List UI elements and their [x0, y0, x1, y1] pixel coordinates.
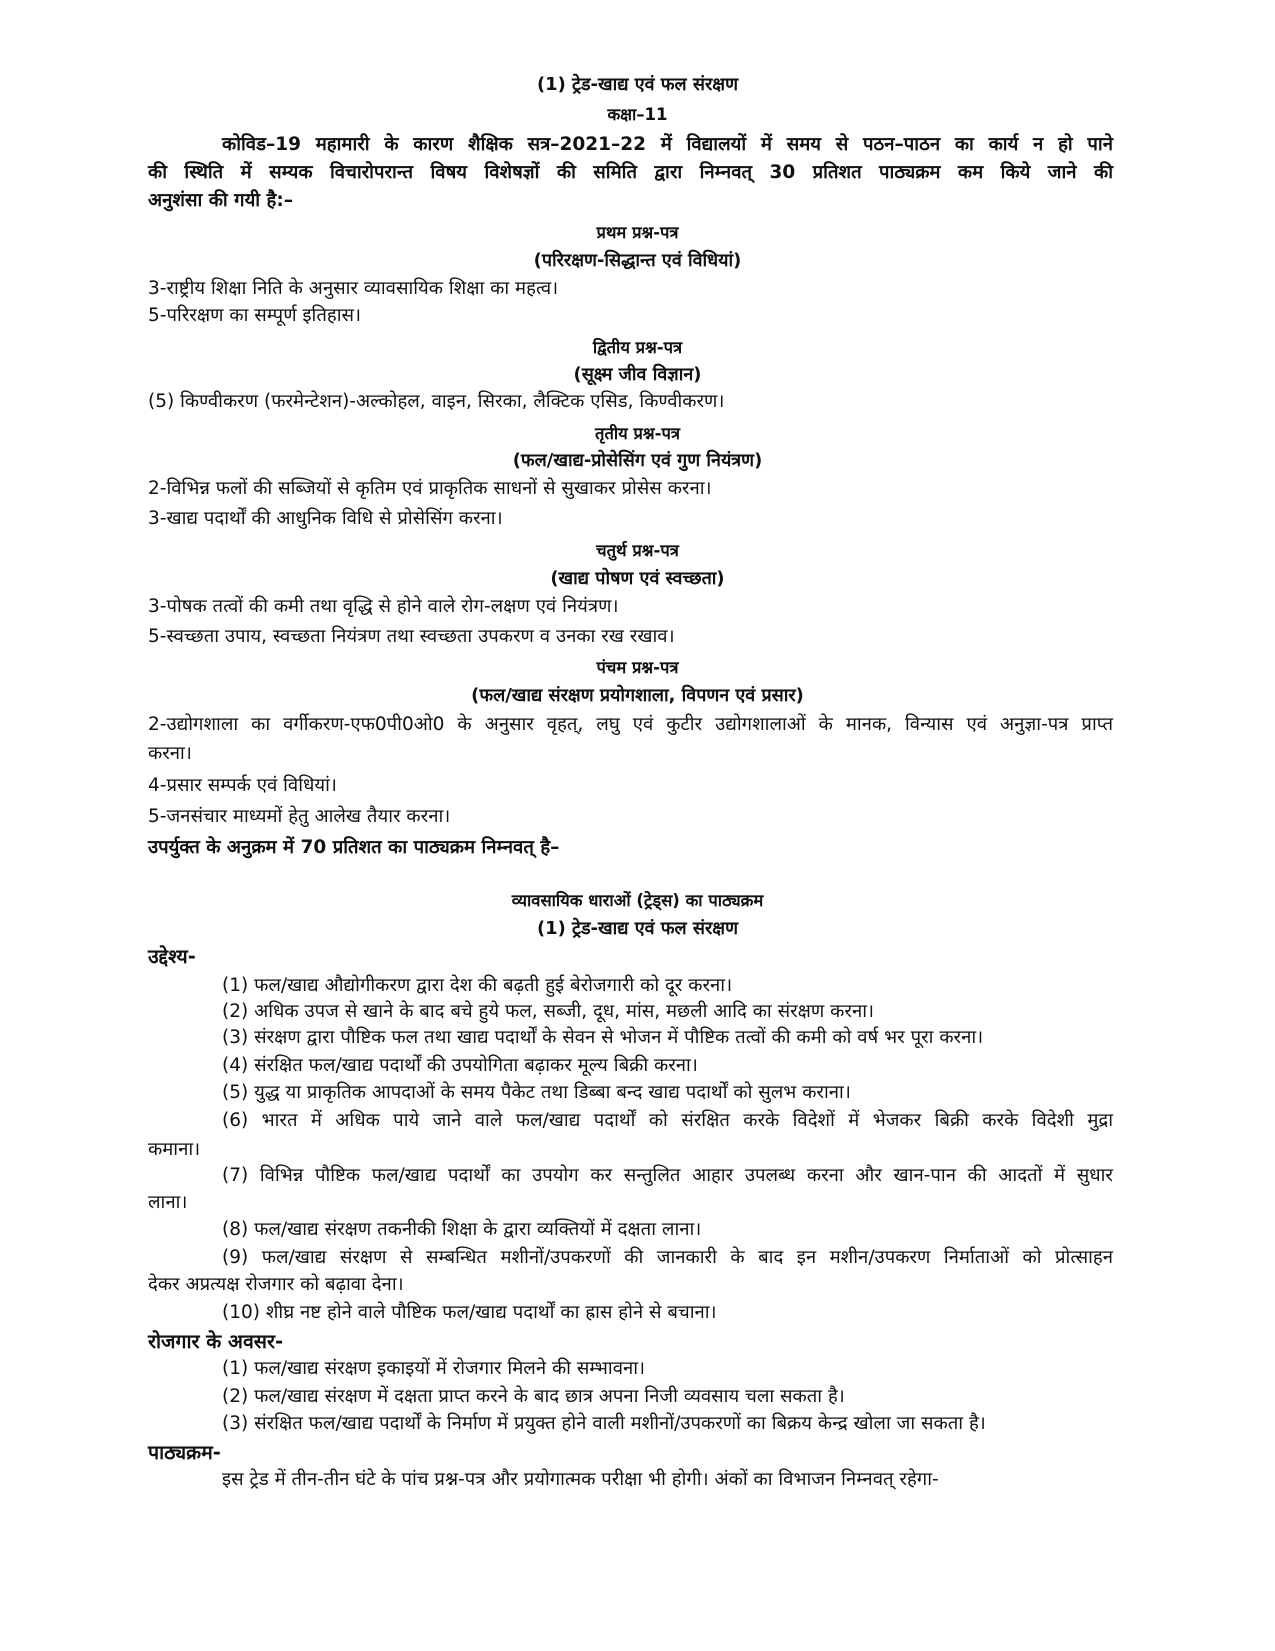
closing-note: उपर्युक्त के अनुक्रम में 70 प्रतिशत का पाठ्यक्रम निम्नवत् है– [148, 837, 560, 858]
employment-heading: रोजगार के अवसर- [148, 1330, 284, 1353]
objective-item: (8) फल/खाद्य संरक्षण तकनीकी शिक्षा के द्वारा व्यक्तियों में दक्षता लाना। [222, 1219, 702, 1240]
objective-item-cont: देकर अप्रत्यक्ष रोजगार को बढ़ावा देना। [148, 1274, 404, 1295]
objective-item: (4) संरक्षित फल/खाद्य पदार्थों की उपयोगिता बढ़ाकर मूल्य बिक्री करना। [222, 1055, 698, 1076]
paper-3-subject: (फल/खाद्य-प्रोसेसिंग एवं गुण नियंत्रण) [512, 450, 763, 471]
employment-item: (1) फल/खाद्य संरक्षण इकाइयों में रोजगार मिलने की सम्भावना। [222, 1358, 646, 1379]
paper-5-name: पंचम प्रश्न-पत्र [596, 658, 679, 677]
objective-item: (9) फल/खाद्य संरक्षण से सम्बन्धित मशीनों/उपकरणों की जानकारी के बाद इन मशीन/उपकरण निर्माताओं को प्रोत्साहन [222, 1247, 1113, 1268]
paper-2-name: द्वितीय प्रश्न-पत्र [592, 338, 683, 357]
paper-5-item: करना। [148, 743, 192, 764]
objective-item: (6) भारत में अधिक पाये जाने वाले फल/खाद्य पदार्थों को संरक्षित करके विदेशों में भेजकर बिक्री करके विदेशी मुद्रा [222, 1110, 1113, 1131]
paper-2-subject: (सूक्ष्म जीव विज्ञान) [573, 364, 702, 385]
intro-line-3: अनुशंसा की गयी है:– [148, 190, 294, 211]
paper-1-subject: (परिरक्षण-सिद्धान्त एवं विधियां) [533, 250, 742, 271]
employment-item: (3) संरक्षित फल/खाद्य पदार्थों के निर्माण में प्रयुक्त होने वाली मशीनों/उपकरणों का बिक्रय केन्द्र खोला जा सकता है। [222, 1413, 986, 1434]
paper-5-item: 2-उद्योगशाला का वर्गीकरण-एफ0पी0ओ0 के अनुसार वृहत्, लघु एवं कुटीर उद्योगशालाओं के मानक, विन्यास एवं अनुज्ञा-पत्र प्राप्त [148, 714, 1113, 735]
paper-5-item: 4-प्रसार सम्पर्क एवं विधियां। [148, 775, 337, 796]
document-title: (1) ट्रेड-खाद्य एवं फल संरक्षण [536, 74, 739, 95]
intro-line-1: कोविड–19 महामारी के कारण शैक्षिक सत्र–2021–22 में विद्यालयों में समय से पठन–पाठन का कार्य न हो पाने [222, 134, 1113, 155]
paper-3-item: 3-खाद्य पदार्थों की आधुनिक विधि से प्रोसेसिंग करना। [148, 508, 503, 529]
paper-1-item: 5-परिरक्षण का सम्पूर्ण इतिहास। [148, 305, 362, 326]
objective-item: (1) फल/खाद्य औद्योगीकरण द्वारा देश की बढ़ती हुई बेरोजगारी को दूर करना। [222, 975, 733, 996]
objective-item-cont: लाना। [148, 1192, 188, 1213]
syllabus-title: व्यावसायिक धाराओं (ट्रेड्स) का पाठ्यक्रम [511, 891, 764, 910]
paper-4-item: 3-पोषक तत्वों की कमी तथा वृद्धि से होने वाले रोग-लक्षण एवं नियंत्रण। [148, 596, 619, 617]
objective-item: (5) युद्ध या प्राकृतिक आपदाओं के समय पैकेट तथा डिब्बा बन्द खाद्य पदार्थों को सुलभ कराना। [222, 1082, 851, 1103]
objective-item: (7) विभिन्न पौष्टिक फल/खाद्य पदार्थों का उपयोग कर सन्तुलित आहार उपलब्ध करना और खान-पान की आदतों में सुधार [222, 1165, 1113, 1186]
syllabus-text: इस ट्रेड में तीन-तीन घंटे के पांच प्रश्न-पत्र और प्रयोगात्मक परीक्षा भी होगी। अंकों का विभाजन निम्नवत् रहेगा- [222, 1469, 939, 1490]
objective-item-cont: कमाना। [148, 1139, 201, 1160]
class-label: कक्षा–11 [607, 105, 668, 124]
objective-item: (2) अधिक उपज से खाने के बाद बचे हुये फल, सब्जी, दूध, मांस, मछली आदि का संरक्षण करना। [222, 1001, 875, 1022]
paper-5-item: 5-जनसंचार माध्यमों हेतु आलेख तैयार करना। [148, 806, 451, 827]
paper-3-item: 2-विभिन्न फलों की सब्जियों से कृतिम एवं प्राकृतिक साधनों से सुखाकर प्रोसेस करना। [148, 478, 712, 499]
syllabus-heading: पाठ्यक्रम- [148, 1441, 221, 1464]
objective-item: (3) संरक्षण द्वारा पौष्टिक फल तथा खाद्य पदार्थों के सेवन से भोजन में पौष्टिक तत्वों की कमी को वर्ष भर पूरा करना। [222, 1027, 984, 1048]
paper-4-subject: (खाद्य पोषण एवं स्वच्छता) [550, 568, 725, 589]
paper-2-item: (5) किण्वीकरण (फरमेन्टेशन)-अल्कोहल, वाइन, सिरका, लैक्टिक एसिड, किण्वीकरण। [148, 391, 725, 412]
paper-5-subject: (फल/खाद्य संरक्षण प्रयोगशाला, विपणन एवं प्रसार) [471, 685, 804, 706]
objectives-heading: उद्देश्य- [148, 945, 196, 968]
paper-4-item: 5-स्वच्छता उपाय, स्वच्छता नियंत्रण तथा स्वच्छता उपकरण व उनका रख रखाव। [148, 626, 675, 647]
paper-1-name: प्रथम प्रश्न-पत्र [596, 223, 679, 242]
syllabus-subtitle: (1) ट्रेड-खाद्य एवं फल संरक्षण [536, 918, 739, 939]
paper-4-name: चतुर्थ प्रश्न-पत्र [596, 541, 679, 560]
objective-item: (10) शीघ्र नष्ट होने वाले पौष्टिक फल/खाद्य पदार्थों का ह्रास होने से बचाना। [222, 1302, 717, 1323]
employment-item: (2) फल/खाद्य संरक्षण में दक्षता प्राप्त करने के बाद छात्र अपना निजी व्यवसाय चला सकता है। [222, 1386, 845, 1407]
paper-1-item: 3-राष्ट्रीय शिक्षा निति के अनुसार व्यावसायिक शिक्षा का महत्व। [148, 278, 559, 299]
intro-line-2: की स्थिति में सम्यक विचारोपरान्त विषय विशेषज्ञों की समिति द्वारा निम्नवत् 30 प्रतिशत पाठ्यक्रम कम किये जाने की [148, 162, 1113, 183]
paper-3-name: तृतीय प्रश्न-पत्र [595, 424, 680, 443]
